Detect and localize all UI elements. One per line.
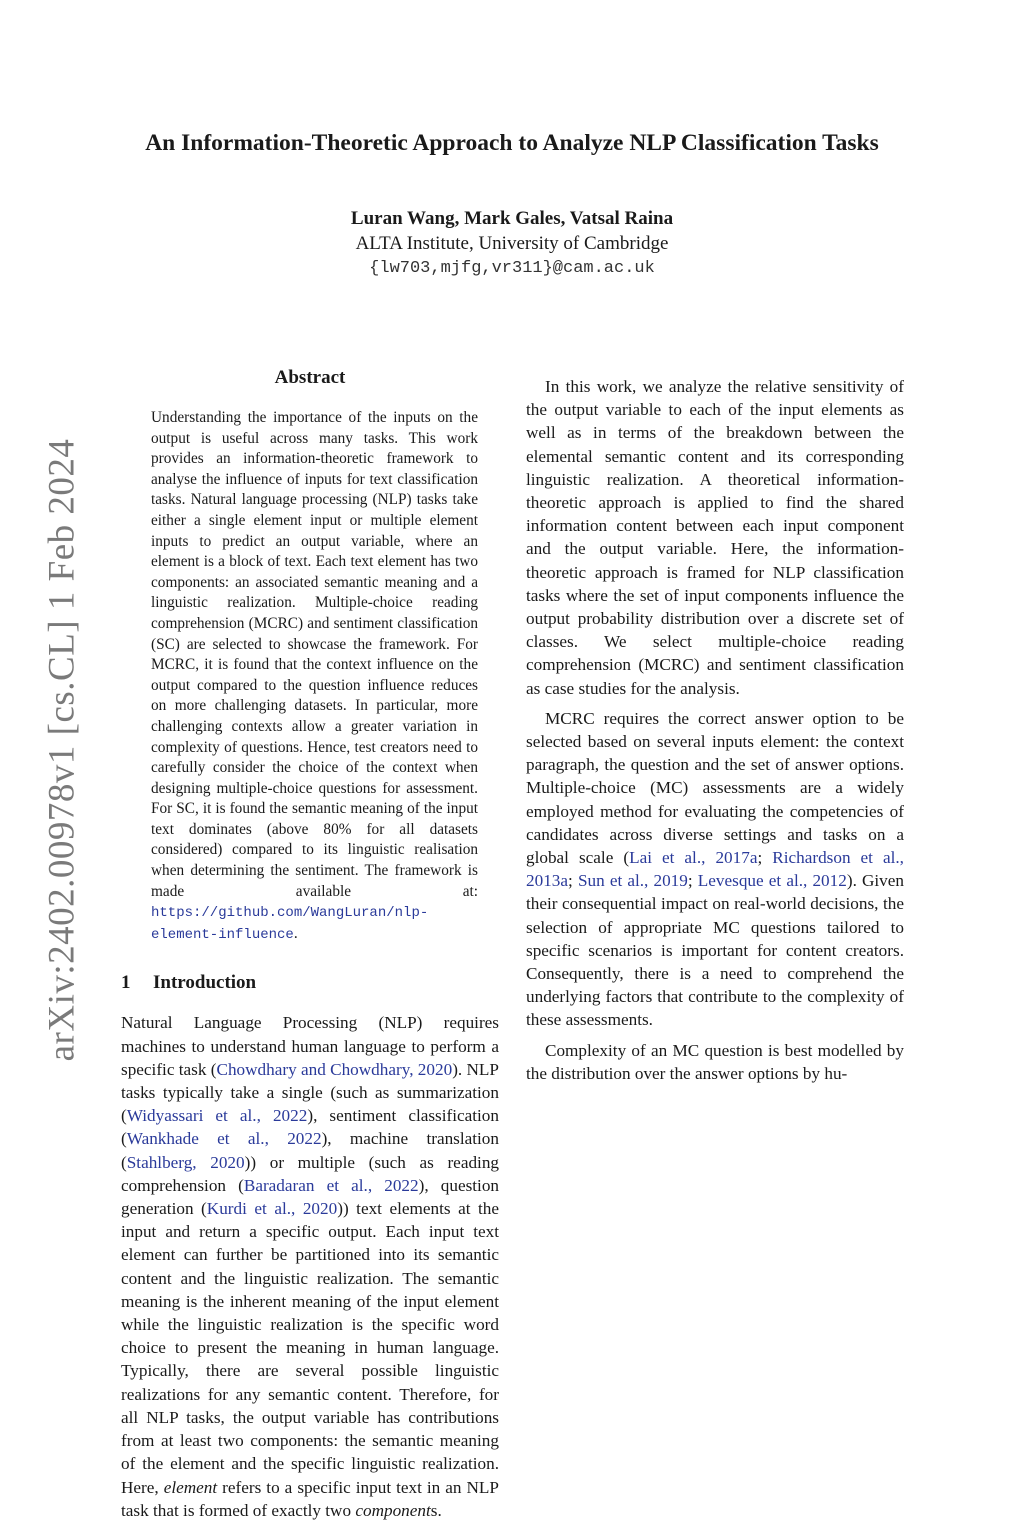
text-run: Natural Language Processing (NLP) requires machines to understand human language to perform a specific task ( bbox=[121, 1013, 499, 1079]
text-run: ). Given their consequential impact on real-world decisions, the selection of appropriate MC questions tailored to specific scenarios is important for content creators. Consequently, there is a need to comprehend the underlying factors that contribute to the complexity of these assessments. bbox=[526, 871, 905, 1030]
text-run: ). NLP tasks typically take a single (such as summarization ( bbox=[121, 1059, 499, 1126]
left-column bbox=[121, 364, 499, 1522]
text-run: refers to a specific input text in an NLP task that is formed of exactly two bbox=[121, 1477, 499, 1520]
emphasis: element bbox=[163, 1477, 218, 1497]
section-heading-introduction bbox=[121, 969, 499, 997]
emphasis: component bbox=[355, 1500, 431, 1520]
citation[interactable]: Widyassari et al., 2022 bbox=[126, 1106, 308, 1126]
text-run: ), sentiment classification ( bbox=[121, 1106, 499, 1149]
citation[interactable]: Stahlberg, 2020 bbox=[126, 1152, 245, 1172]
affiliation: ALTA Institute, University of Cambridge bbox=[355, 233, 669, 254]
section-title: Introduction bbox=[153, 972, 257, 994]
abstract-body bbox=[151, 408, 478, 945]
intro-paragraph-3 bbox=[526, 707, 904, 1032]
citation[interactable]: Baradaran et al., 2022 bbox=[243, 1175, 419, 1195]
text-run: )) or multiple (such as reading comprehension ( bbox=[121, 1152, 500, 1195]
right-column bbox=[526, 368, 904, 1085]
citation[interactable]: Lai et al., 2017a bbox=[629, 848, 758, 868]
arxiv-identifier: arXiv:2402.00978v1 [cs.CL] 1 Feb 2024 bbox=[41, 438, 83, 1062]
citation[interactable]: Wankhade et al., 2022 bbox=[126, 1129, 322, 1149]
abstract-text: Understanding the importance of the inputs on the output is useful across many tasks. This work provides an information-theoretic framework to analyse the influence of inputs for text classification tasks. Natural language processing (NLP) tasks take either a single element input or multiple element inputs to predict an output variable, where an element is a block of text. Each text element has two components: an associated semantic meaning and a linguistic realization. Multiple-choice reading comprehension (MCRC) and sentiment classification (SC) are selected to showcase the framework. For MCRC, it is found that the context influence on the output compared to the question influence reduces on more challenging datasets. In particular, more challenging contexts allow a greater variation in complexity of questions. Hence, test creators need to carefully consider the choice of the context when designing multiple-choice questions for assessment. For SC, it is found the semantic meaning of the input text dominates (above 80% for all datasets considered) compared to its linguistic realisation when determining the sentiment. The framework is made available at: bbox=[151, 409, 478, 900]
author-block bbox=[0, 206, 1024, 282]
citation[interactable]: Chowdhary and Chowdhary, 2020 bbox=[216, 1059, 453, 1079]
intro-paragraph-4: Complexity of an MC question is best modelled by the distribution over the answer options by hu- bbox=[526, 1040, 904, 1083]
paper-title: An Information-Theoretic Approach to Analyze NLP Classification Tasks bbox=[145, 130, 879, 156]
citation[interactable]: Levesque et al., 2012 bbox=[697, 871, 847, 891]
text-run: ; bbox=[687, 871, 698, 891]
text-run: ; bbox=[757, 848, 773, 868]
text-run: s. bbox=[430, 1500, 442, 1520]
text-run: MCRC requires the correct answer option to be selected based on several inputs element: the context paragraph, the question and the set of answer options. Multiple-choice (MC) assessments are a widely employed method for evaluating the competencies of candidates across diverse settings and tasks on a global scale ( bbox=[526, 708, 904, 868]
section-number: 1 bbox=[121, 972, 131, 994]
citation[interactable]: Sun et al., 2019 bbox=[577, 871, 688, 891]
intro-paragraph-2: In this work, we analyze the relative sensitivity of the output variable to each of the input elements as well as in terms of the breakdown between the elemental semantic content and its corresponding linguistic realization. A theoretical information-theoretic approach is applied to find the shared information content between each input component and the output variable. Here, the information-theoretic approach is framed for NLP classification tasks where the set of input components influence the output probability distribution over a discrete set of classes. We select multiple-choice reading comprehension (MCRC) and sentiment classification as case studies for the analysis. bbox=[526, 377, 904, 698]
github-link[interactable]: https://github.com/WangLuran/nlp-element-influence bbox=[151, 905, 429, 943]
citation[interactable]: Richardson et al., 2013a bbox=[526, 848, 904, 891]
text-run: ; bbox=[568, 871, 578, 891]
citation[interactable]: Kurdi et al., 2020 bbox=[206, 1199, 338, 1219]
text-run: ), machine translation ( bbox=[121, 1129, 499, 1172]
abstract-end: . bbox=[293, 924, 298, 942]
text-run: ), question generation ( bbox=[121, 1175, 500, 1219]
text-run: )) text elements at the input and return a specific output. Each input text element can further be partitioned into its semantic content and the linguistic realization. The semantic meaning is the inherent meaning of the input element while the linguistic realization is the specific word choice to present the meaning in human language. Typically, there are several possible linguistic realizations for any semantic content. Therefore, for all NLP tasks, the output variable has contributions from at least two components: the semantic meaning of the element and the specific linguistic realization. Here, bbox=[121, 1199, 499, 1497]
author-names: Luran Wang, Mark Gales, Vatsal Raina bbox=[350, 208, 674, 229]
abstract-heading: Abstract bbox=[274, 367, 346, 388]
intro-paragraph-1 bbox=[121, 1011, 499, 1521]
author-emails: {lw703,mjfg,vr311}@cam.ac.uk bbox=[369, 259, 655, 278]
